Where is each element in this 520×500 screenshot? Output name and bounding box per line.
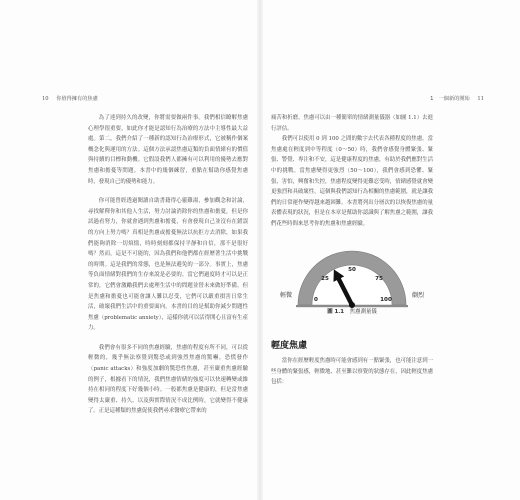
figure-caption [271,307,433,315]
gauge-right-label: 劇烈 [411,292,425,299]
body-paragraph: 我們會有很多不同的焦慮經驗，焦慮的程度有所不同，可以從輕微的，幾乎無法察覺到驚恐或到強烈焦慮的驚嚇。恐慌發作（panic attacks）和強度加劇的驚恐性焦慮，甚至嚴重焦慮經驗的例子，根據看下的情況，我們焦慮情緒的強度可以快速轉變或維持在相同的程度下好幾個小時。一般都焦慮是健康的，但是當焦慮變得太嚴重、持久，以及與實際情況不成比例時，它就變得不健康了。正是這種類的焦慮促使我們尋求醫療它帶來的 [88,344,248,415]
body-paragraph: 當你在經歷輕度焦慮時可能會感到有一點緊張，也可能注意到一些身體的緊張感，輕微地、甚至難以察覺的狀態存在，因此輕度焦慮包括： [271,358,433,386]
gauge-tick-100: 100 [380,297,392,303]
gauge-tick-0: 0 [314,297,318,303]
right-chapter-title: 1 一個新的開始 [430,96,470,102]
left-running-title: 你值得擁有的焦慮 [56,96,98,102]
right-page-header [430,95,490,102]
left-page-body [88,113,248,417]
section-heading: 輕度焦慮 [271,341,308,351]
gauge-left-label: 輕微 [279,292,293,299]
body-paragraph: 為了達到持久的改變，你將需要做兩件事。我們相信瞭解焦慮心理學很重要，如此你才能是認知行為治療的方法中主導性最大益處。第二，我們介紹了一種新的認知行為治療形式，它被稱作個案概念化與運用的方法。這個方法承認焦慮這類的負面情緒有的價值與持續的目標和動機。它假設我們人都擁有可以利用的優勢去應對焦慮和擔憂等問題。本書中的幾個練習，重點在幫助你感覺焦慮時，發現自己的優勢和能力。 [88,115,248,185]
gauge-tick-75: 75 [375,276,383,282]
body-paragraph: 痛苦和折磨。焦慮可以由一種簡單的情緒測量儀器（如圖 1.1）去進行評估。 [271,115,433,132]
section-body [271,356,433,388]
gauge-tick-25: 25 [321,276,329,282]
book-gutter [257,0,263,500]
left-page-number: 10 [42,96,49,102]
gauge-tick-50: 50 [348,267,356,273]
anxiety-gauge [270,213,434,309]
figure-number: 圖 1.1 [327,309,345,315]
figure-caption-text: 焦慮測量儀 [349,309,377,315]
left-page-header [36,95,98,102]
body-paragraph: 我們可以使用 0 到 100 之間的數字去代表各種程度的焦慮。當焦慮處在輕度到中等程度（0～50）時，我們會感覺身體緊張、緊張、警覺、專注和不安，這是健康程度的焦慮，有助於我們應對生活中的挑戰。當焦慮變得更強烈（50～100），我們會感到恐懼、緊張、害怕，興奮和失控，焦慮程度變得更難忍受時，情緒感覺就會變更強烈和具破壞性。這個與我們認知行為相關的焦慮範圍，就是讓我們的日常運作變得越來越困難。本書將列出分層次的以恢復焦慮的量表體表現的狀況，但是在本章是幫助你認識與了解焦慮之範圍，讓我們花些時間來思考你的焦慮和焦慮經驗。 [271,136,433,227]
right-page-number: 11 [477,96,484,102]
body-paragraph: 你可能曾經透過閱讀自助書籍得心靈雞湯，參加觀念和討論，尋找解釋你和其他人生活，努力討論消除你的焦慮和擔憂，但是你試過看努力，你就會遇到焦慮和擔憂，有會發現自己並沒有在錯誤的方向上努力嗎？真相是焦慮或擔憂無法以抗拒方去消除，如果我們能夠消除一切煩惱，時時刻刻都保持平靜和自信，那不是很好嗎？然而，這是不可能的，因為我們和他們都在經歷著生活中挑戰的時期。這是我們的常態，也是無法避免的一部分。事實上，焦慮等負面情緒對我們的生存來說是必要的。當它們過度時才可以是正常的，它們會激勵我們去處理生活中的問題並替未來做好準備。但是焦慮和擔憂也可能會讓人難以忍受，它們可以嚴重損害日常生活，破壞我們生活中的重要面向。本書的目的是幫助你減少問題性焦慮（problematic anxiety），這樣你就可以活得開心且富有生產力。 [88,198,248,332]
